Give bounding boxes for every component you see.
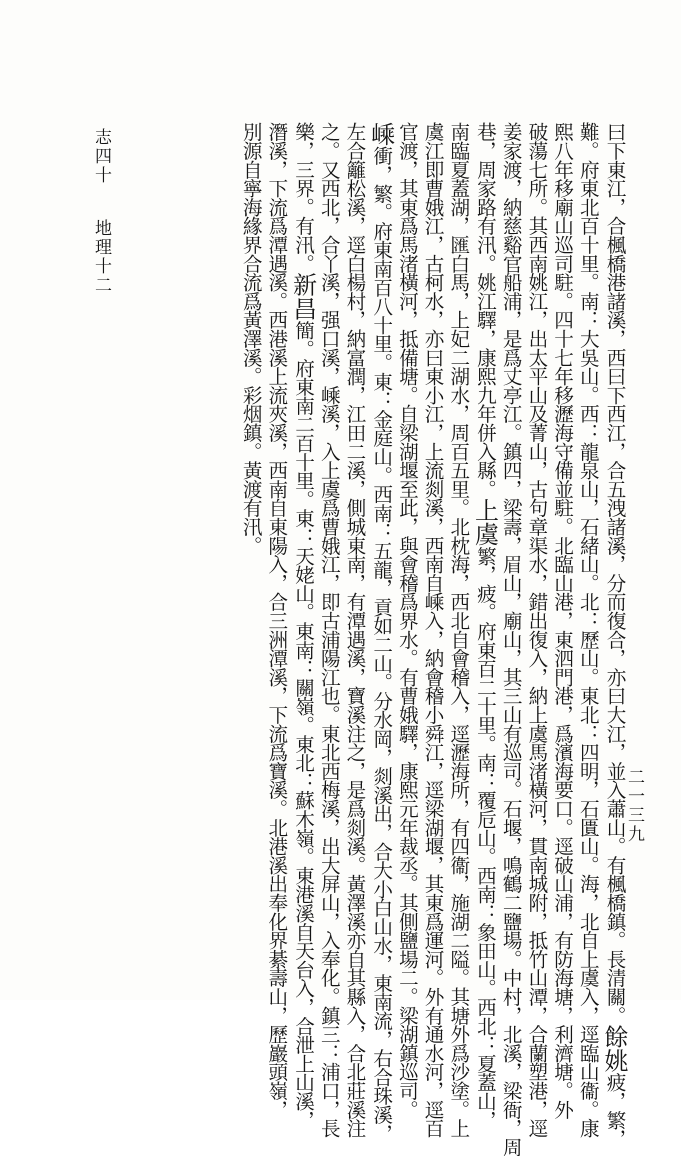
section-label: 地理十二 [91,219,111,295]
text-segment: 南臨夏蓋湖，匯白馬，上妃二湖水，周百五里。北枕海，西北自會稽入，逕瀝海所，有四衞，施湖二隘。其塘外爲沙塗。上 [446,122,470,1138]
text-column [394,122,420,1119]
text-segment: 難。府東北百十里。南：大吳山。西：龍泉山，石緒山。北：歷山。東北：四明，石匱山。海，北自上虞入，逕臨山衞。康 [576,122,600,1138]
text-segment: 簡。府東南二百十里。東：天姥山。東南：關嶺。東北：蘇木嶺。東港溪自天台入，合泄上山溪， [291,320,315,1129]
text-column [523,122,549,1138]
volume-label: 志四十 [91,128,111,185]
text-segment: 巷，周家路有汛。姚江驛，康熙九年併入縣。 [473,122,497,499]
text-segment: 曰下東江，合楓橋港諸溪，西曰下西江，合五洩諸溪，分而復合，亦曰大江，並入蕭山。有楓橋鎮。長清關。 [603,122,626,1025]
text-segment: 潛溪，下流爲潭遇溪。西港溪上流夾溪，西南自東陽入，合三洲潭溪，下流爲寶溪。北港溪出奉化界綦壽山，歷巖頭嶺， [264,122,288,1119]
page-number: 二一三九 [624,768,644,844]
county-name: 餘姚 [600,1024,628,1073]
text-column [497,122,523,1156]
text-column [445,122,471,1138]
county-name: 新昌 [288,272,317,321]
text-segment: 衝，繁。府東南百八十里。東：金庭山。西南：五龍，貢如二山。分水岡，剡溪出，合大小白山水，東南流，右合珠溪， [369,146,393,1143]
main-text [237,122,628,1156]
text-column [575,122,601,1138]
text-column [549,122,575,1119]
text-segment: 別源自寧海緣界合流爲黃澤溪。彩烟鎮。黃渡有汛。 [239,122,263,555]
text-column [419,122,445,1138]
county-name: 嵊 [366,122,395,146]
text-segment: 左合籬松溪，逕白楊村，納富潤，江田二溪，側城東南，有潭遇溪，寶溪注之，是爲剡溪。黃澤溪亦自其縣入，合北莊溪注 [342,122,366,1138]
text-column [288,122,317,1129]
text-column [366,122,395,1143]
text-segment: 之。又西北，合丫溪，强口溪，嵊溪，入上虞爲曹娥江，即古浦陽江也。東北西梅溪，出大屏山，入奉化。鎮三：浦口，長 [317,122,341,1138]
text-segment: 官渡，其東爲馬渚橫河，抵備塘。自梁湖堰至此，與會稽爲界水。有曹娥驛，康熙元年裁丞。其側鹽場二。梁湖鎮巡司。 [395,122,419,1119]
text-segment: 樂，三界。有汛。 [291,122,315,273]
text-segment: 虞江即曹娥江，古柯水，亦曰東小江，上流剡溪，西南自嵊入，納會稽小舜江，逕梁湖堰，其東爲運河。外有通水河，逕百 [421,122,445,1138]
text-column [316,122,342,1138]
text-segment: 繁，疲。府東百二十里。南：覆卮山。西南：象田山。西北：夏蓋山， [473,546,497,1129]
text-column [263,122,289,1119]
text-segment: 姜家渡，納慈谿官船浦，是爲丈亭江。鎮四，梁壽，眉山，廟山，其三山有巡司。石堰，鳴鶴二鹽場。中村，北溪，梁衙，周 [499,122,523,1156]
county-name: 上虞 [470,498,499,547]
text-column [341,122,367,1138]
text-column [470,122,499,1129]
text-column [237,122,263,952]
text-segment: 疲，繁， [603,1072,626,1148]
text-segment: 熙八年移廟山巡司駐。四十七年移瀝海守備並駐。北臨山港，東泗門港，爲濱海要口。逕破山浦，有防海塘，利濟塘。外 [550,122,574,1119]
running-head [89,128,114,295]
text-segment: 破蕩七所。其西南姚江，出太平山及菁山，古句章渠水，錯出復入，納上虞馬渚橫河，貫南城附，抵竹山潭，合蘭塑港，逕 [524,122,548,1138]
